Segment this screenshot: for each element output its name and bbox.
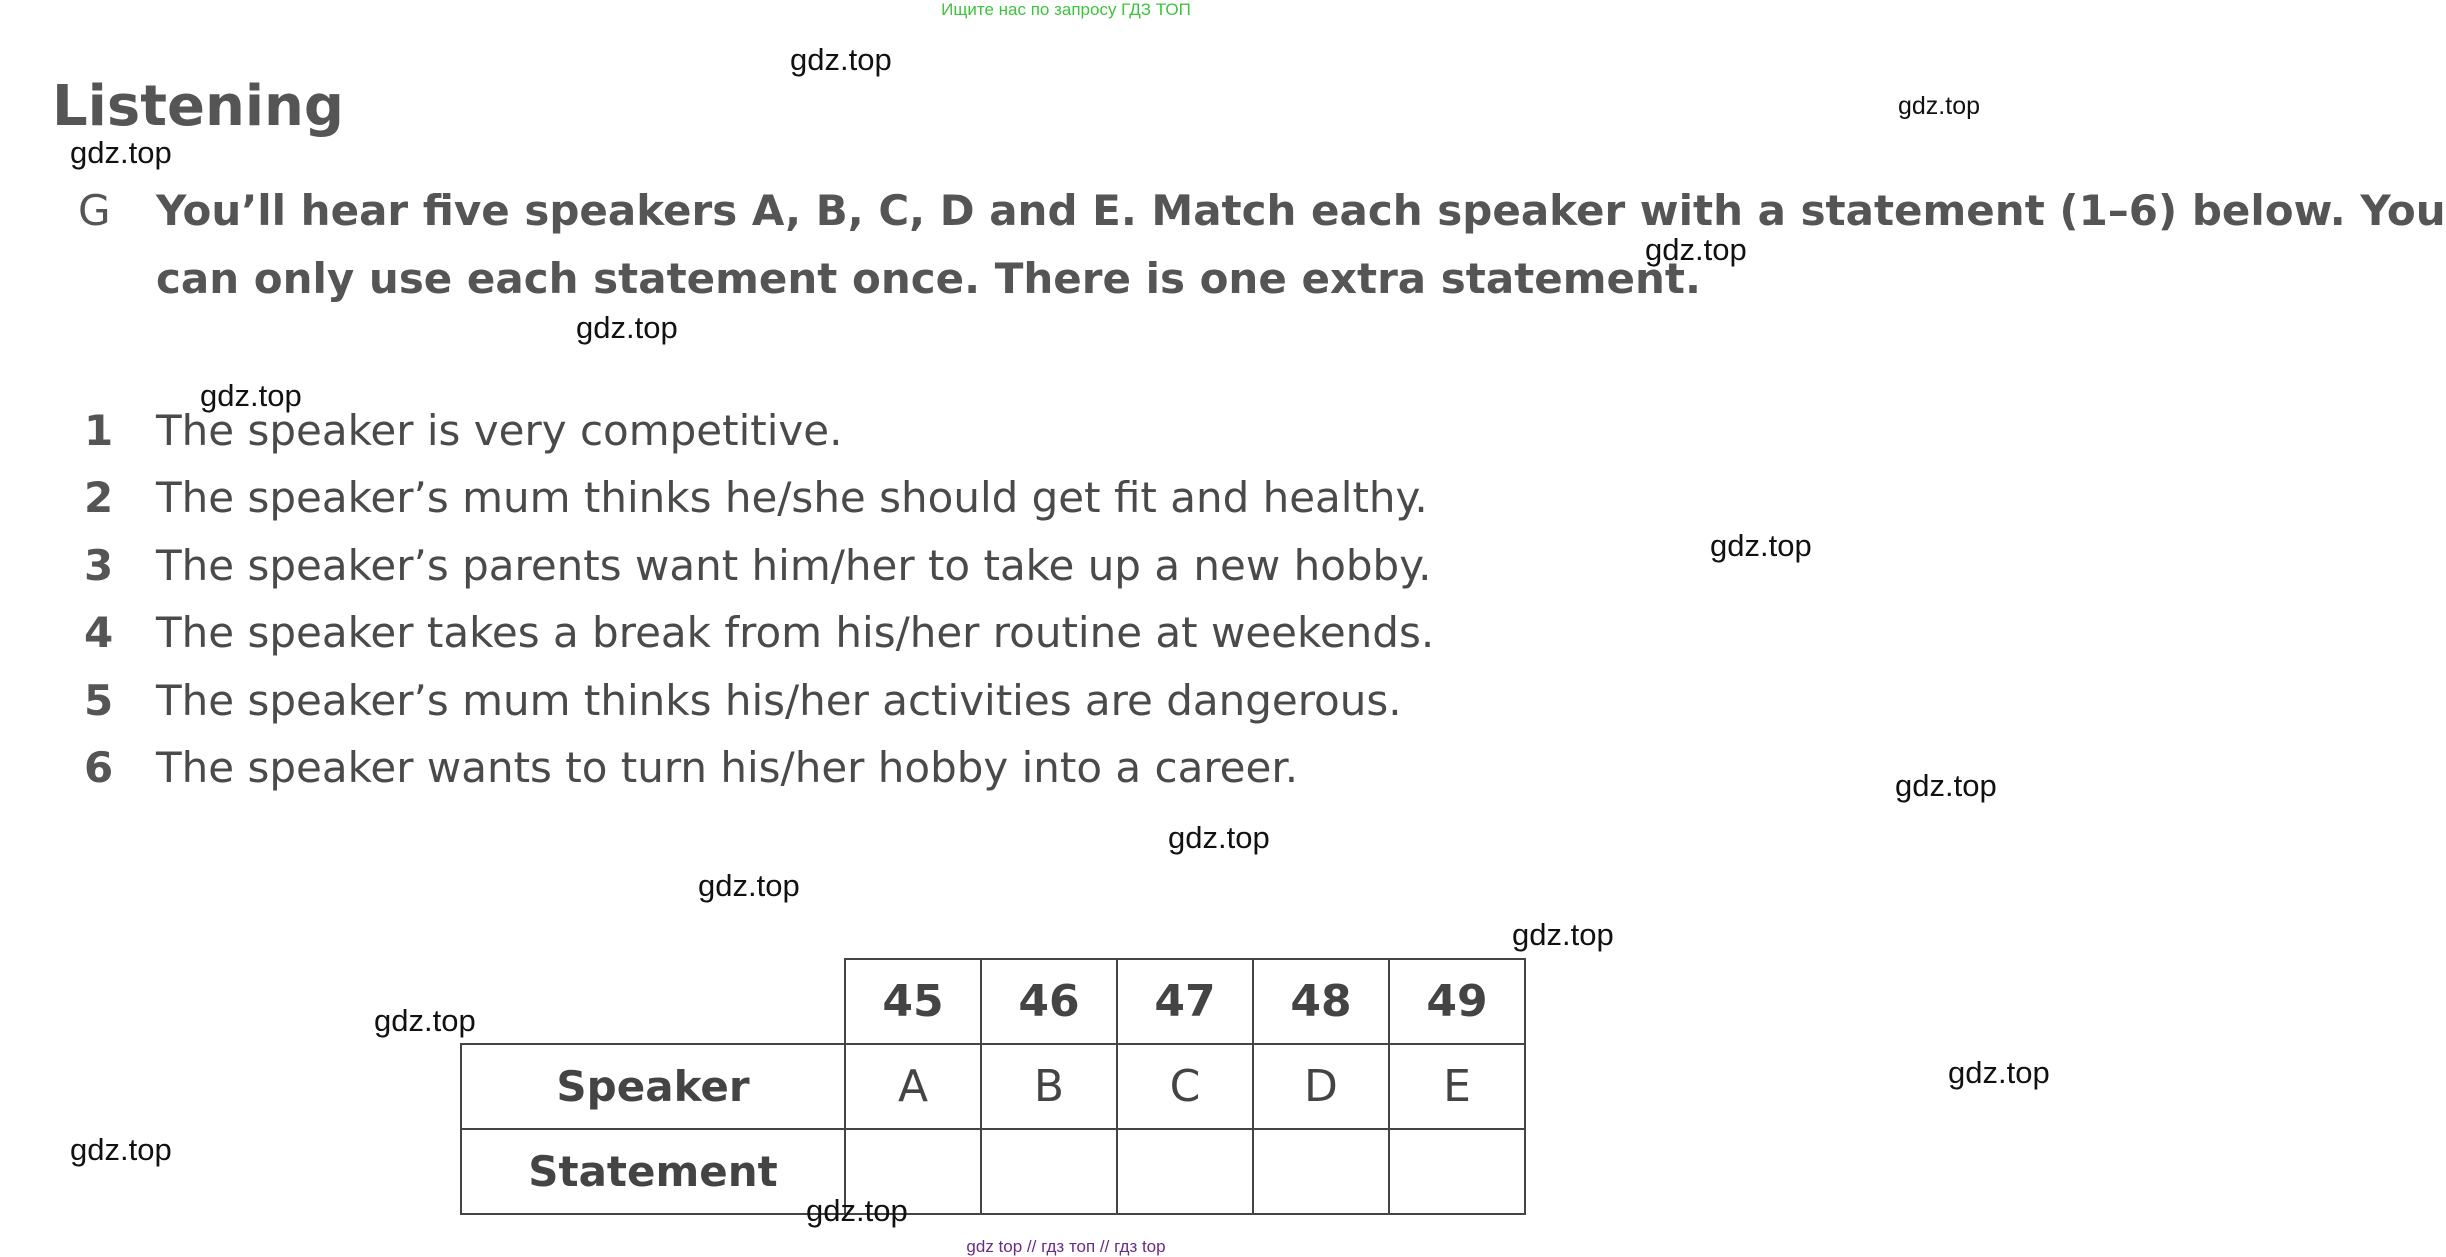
question-number-row [461, 959, 1525, 1044]
statement-answer-cell[interactable] [1253, 1129, 1389, 1214]
watermark: gdz.top [1898, 92, 1981, 120]
statement-answer-cell[interactable] [981, 1129, 1117, 1214]
statement-number: 1 [84, 406, 114, 455]
statement-row [461, 1129, 1525, 1214]
speaker-cell: D [1253, 1044, 1389, 1129]
empty-corner-cell [461, 959, 845, 1044]
section-title: Listening [52, 74, 344, 139]
statement-text: The speaker’s parents want him/her to take up a new hobby. [156, 541, 1432, 590]
watermark: gdz.top [374, 1003, 476, 1038]
top-banner: Ищите нас по запросу ГДЗ ТОП [941, 0, 1191, 19]
speaker-label: Speaker [461, 1044, 845, 1129]
speaker-cell: E [1389, 1044, 1525, 1129]
statement-number: 3 [84, 541, 114, 590]
statement-text: The speaker is very competitive. [156, 406, 843, 455]
statement-text: The speaker wants to turn his/her hobby into a career. [156, 743, 1299, 792]
answer-table [460, 958, 1526, 1215]
statement-text: The speaker’s mum thinks he/she should get fit and healthy. [156, 473, 1428, 522]
watermark: gdz.top [1895, 768, 1997, 803]
speaker-cell: A [845, 1044, 981, 1129]
watermark: gdz.top [698, 868, 800, 903]
task-instruction-line-1: You’ll hear five speakers A, B, C, D and E. Match each speaker with a statement (1–6) below. You [156, 186, 2446, 235]
watermark: gdz.top [1710, 528, 1812, 563]
question-number-cell: 47 [1117, 959, 1253, 1044]
statement-number: 2 [84, 473, 114, 522]
watermark: gdz.top [576, 310, 678, 345]
statement-text: The speaker takes a break from his/her routine at weekends. [156, 608, 1435, 657]
statement-answer-cell[interactable] [1117, 1129, 1253, 1214]
statement-answer-cell[interactable] [1389, 1129, 1525, 1214]
watermark: gdz.top [70, 135, 172, 170]
question-number-cell: 49 [1389, 959, 1525, 1044]
statement-number: 4 [84, 608, 114, 657]
statement-number: 5 [84, 676, 114, 725]
footer-watermark: gdz top // гдз топ // гдз top [966, 1237, 1166, 1256]
watermark: gdz.top [200, 378, 302, 413]
question-number-cell: 48 [1253, 959, 1389, 1044]
watermark: gdz.top [1512, 917, 1614, 952]
speaker-row [461, 1044, 1525, 1129]
statement-number: 6 [84, 743, 114, 792]
statement-label: Statement [461, 1129, 845, 1214]
speaker-cell: B [981, 1044, 1117, 1129]
watermark: gdz.top [790, 42, 892, 77]
statement-text: The speaker’s mum thinks his/her activities are dangerous. [156, 676, 1402, 725]
task-instruction-line-2: can only use each statement once. There is one extra statement. [156, 254, 1701, 303]
speaker-cell: C [1117, 1044, 1253, 1129]
task-letter: G [78, 186, 111, 235]
question-number-cell: 45 [845, 959, 981, 1044]
watermark: gdz.top [1168, 820, 1270, 855]
question-number-cell: 46 [981, 959, 1117, 1044]
watermark: gdz.top [70, 1132, 172, 1167]
watermark: gdz.top [806, 1193, 908, 1228]
watermark: gdz.top [1948, 1055, 2050, 1090]
watermark: gdz.top [1645, 232, 1747, 267]
